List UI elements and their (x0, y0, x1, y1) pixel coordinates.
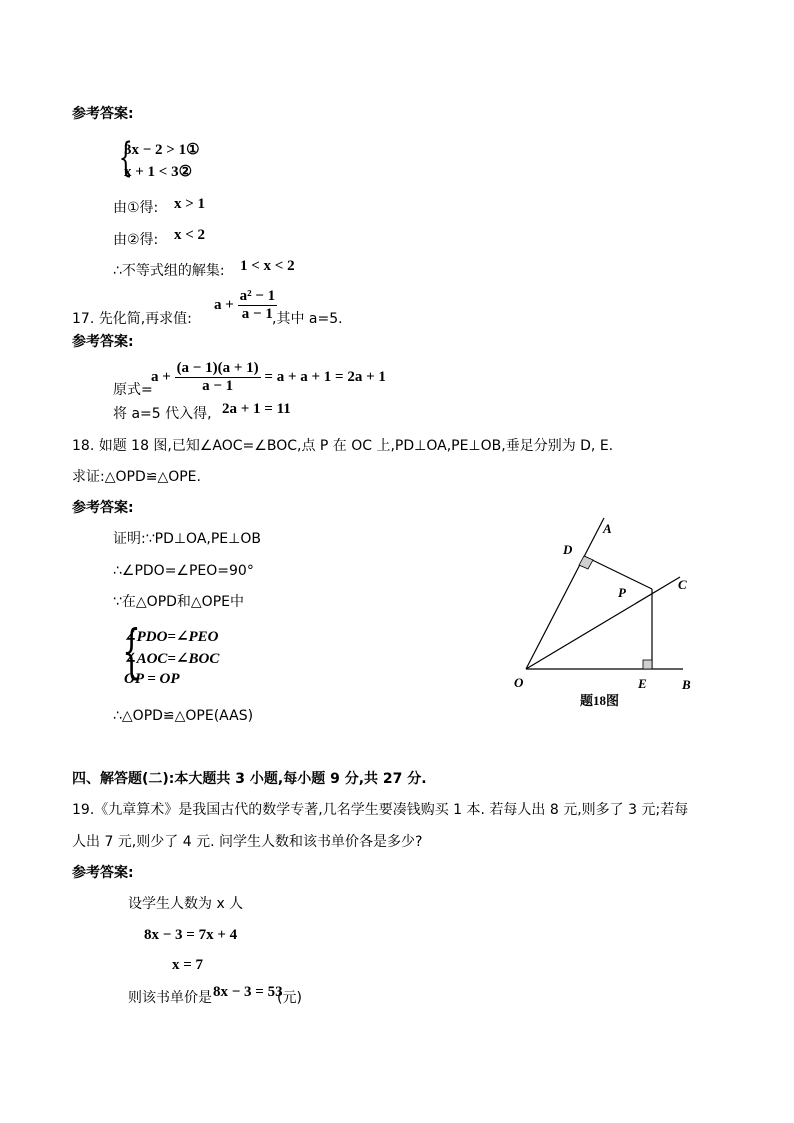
q17-work-label: 原式= (113, 382, 153, 398)
q17-frac-den: a − 1 (241, 306, 273, 322)
inequality-1: 3x − 2 > 1① (124, 142, 200, 158)
q19-eq2: x = 7 (172, 957, 204, 973)
step1-label: 由①得: (113, 200, 159, 216)
figure-caption: 题18图 (580, 693, 620, 708)
proof-line-3: ∵在△OPD和△OPE中 (113, 594, 244, 610)
q19-price-math: 8x − 3 = 53 (213, 984, 283, 1000)
label-D: D (563, 542, 573, 557)
proof-system-3: OP = OP (124, 671, 180, 687)
section-4-heading: 四、解答题(二):本大题共 3 小题,每小题 9 分,共 27 分. (72, 771, 427, 787)
inequality-2: x + 1 < 3② (124, 164, 193, 180)
q17-work-term-a: a + (151, 369, 171, 385)
proof-system-2: ∠AOC=∠BOC (124, 651, 220, 667)
system-brace: { (118, 135, 133, 181)
q17-work-rest: = a + a + 1 = 2a + 1 (264, 369, 386, 385)
q19-set: 设学生人数为 x 人 (128, 896, 244, 912)
proof-system-1: ∠PDO=∠PEO (124, 629, 219, 645)
conclusion-label: ∴不等式组的解集: (113, 263, 225, 279)
q17-work-num: (a − 1)(a + 1) (176, 360, 259, 376)
label-B: B (682, 677, 691, 692)
right-angle-D (579, 556, 593, 569)
answer-label-q19: 参考答案: (72, 865, 134, 881)
q17-work-den: a − 1 (202, 378, 234, 394)
label-P: P (618, 585, 626, 600)
label-A: A (603, 521, 612, 536)
label-C: C (678, 577, 687, 592)
proof-conclusion: ∴△OPD≌△OPE(AAS) (113, 708, 254, 724)
q17-frac-num: a² − 1 (239, 288, 276, 304)
conclusion-math: 1 < x < 2 (240, 258, 295, 274)
right-angle-E (643, 660, 652, 669)
proof-system-brace: { (122, 617, 141, 685)
q19-price-unit: (元) (277, 990, 302, 1006)
q17-sub-math: 2a + 1 = 11 (222, 401, 291, 417)
q18-prove: 求证:△OPD≌△OPE. (72, 469, 201, 485)
q17-term-a: a + (214, 297, 234, 313)
q19-eq1: 8x − 3 = 7x + 4 (144, 927, 238, 943)
label-E: E (638, 676, 647, 691)
answer-label-q17: 参考答案: (72, 334, 134, 350)
q19-line-1: 19.《九章算术》是我国古代的数学专著,几名学生要凑钱购买 1 本. 若每人出 8 元,则多了 3 元;若每 (72, 802, 689, 818)
q17-prefix: 17. 先化简,再求值: (72, 311, 192, 327)
step2-math: x < 2 (174, 227, 206, 243)
answer-label-q18: 参考答案: (72, 500, 134, 516)
proof-line-2: ∴∠PDO=∠PEO=90° (113, 563, 254, 579)
q19-line-2: 人出 7 元,则少了 4 元. 问学生人数和该书单价各是多少? (72, 834, 423, 850)
q17-sub-label: 将 a=5 代入得, (113, 406, 212, 422)
step2-label: 由②得: (113, 232, 159, 248)
proof-line-1: 证明:∵PD⊥OA,PE⊥OB (113, 531, 261, 547)
q17-suffix: ,其中 a=5. (272, 311, 343, 327)
q19-price-label: 则该书单价是 (128, 990, 212, 1006)
q18-statement: 18. 如题 18 图,已知∠AOC=∠BOC,点 P 在 OC 上,PD⊥OA,PE⊥OB,垂足分别为 D, E. (72, 438, 614, 454)
step1-math: x > 1 (174, 196, 206, 212)
label-O: O (514, 675, 524, 690)
answer-label-q16: 参考答案: (72, 106, 134, 122)
